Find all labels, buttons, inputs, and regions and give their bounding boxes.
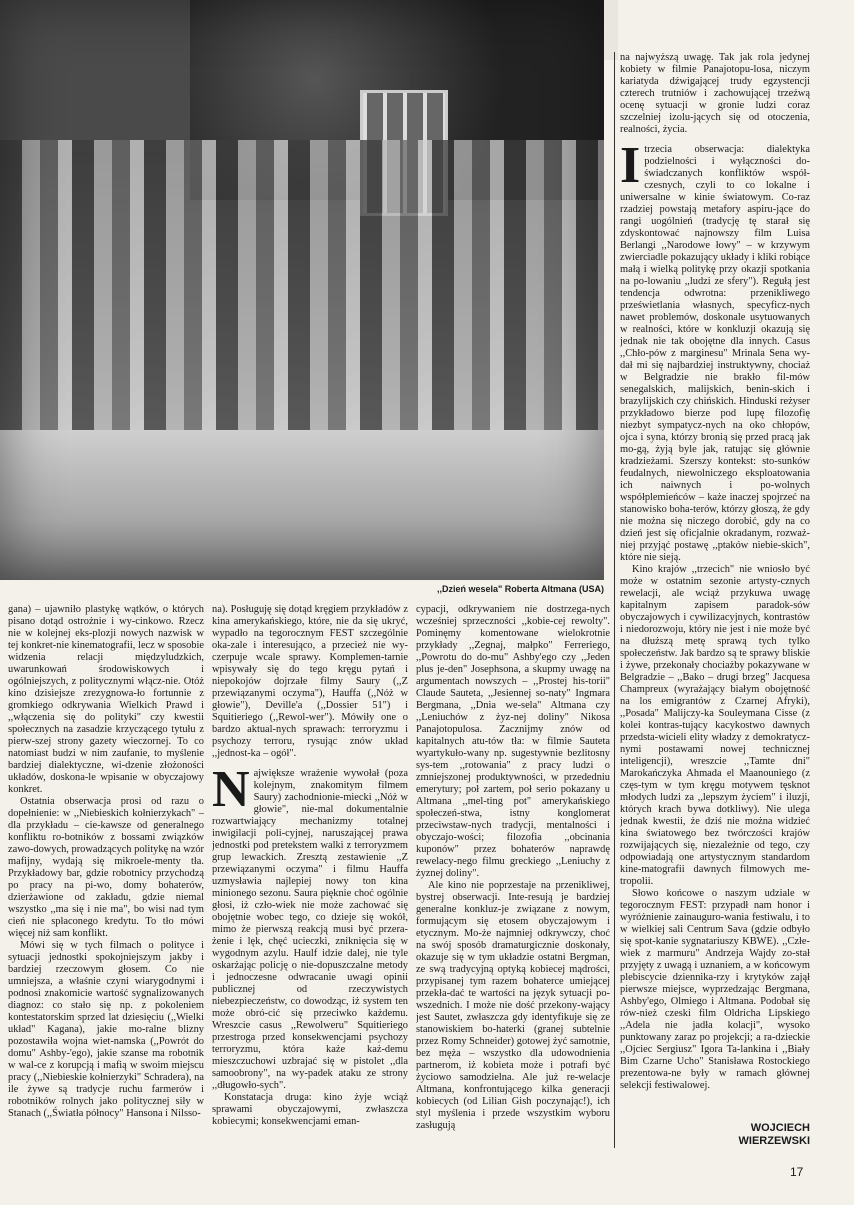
article-column-2 bbox=[212, 604, 408, 1196]
article-column-3 bbox=[416, 604, 610, 1196]
photo-vignette bbox=[0, 0, 604, 580]
page-number: 17 bbox=[790, 1165, 804, 1179]
author-signature bbox=[620, 1122, 810, 1148]
paragraph: Mówi się w tych filmach o polityce i sytuacji jednostki spokojniejszym jakby i bardziej rzeczowym głosem. Co nie umniejsza, a właśnie czyni wiarygodnymi i podnosi znakomicie wartość sygnalizowanych diagnoz: co stało się np. z pokoleniem kontestatorskim sprzed lat dziesięciu (,,Wielki układ" Kagana), jakie mo-ralne blizny pozostawiła wojna wiet-namska (,,Powrót do domu" Ashby-'ego), jakie szanse ma robotnik w wal-ce z korupcją i mafią w swoim miejscu pracy (,,Niebieskie kołnierzyki" Schradera), na ile żywe są tradycje ruchu farmerów i robotników rolnych jako politycznej siły w Stanach (,,Światła północy" Hansona i Nilsso- bbox=[8, 940, 204, 1119]
paragraph: gana) – ujawniło plastykę wątków, o których pisano dotąd ostrożnie i wy-cinkowo. Rzecz nie w kolejnej eks-plozji nowych nazwisk w tej konkret-nie kinematografii, lecz w sposobie widzenia relacji międzyludzkich, uwarunkowań środowiskowych i ogólniejszych, z politycznymi włącz-nie. Otóż kino dzisiejsze zrezygnowa-ło fortunnie z gromkiego odkrywania Wielkich Prawd i ,,włączenia się do polityki" czy kwestii społecznych na zasadzie krzyczącego tytułu z pierw-szej strony gazety wieczornej. To co natomiast budzi w nim zaufanie, to myślenie bardziej dialektyczne, wi-dzenie złożoności układów, doskona-le wpisanie w obyczajowy konkret. bbox=[8, 604, 204, 795]
paragraph-text: trzecia obserwacja: dialektyka podzielności i wyłączności do-świadczanych konfliktów współ-czesnych, czyli to co lokalne i uniwersalne w kinie światowym. Co-raz rzadziej powstają metafory aspiru-jące do rangi uogólnień (tradycję tę starał się zdyskontować najnowszy film Luisa Berlangi ,,Narodowe łowy" – w krzywym zwierciadle pokazujący układy i kliki robiące małą i wielką politykę przy okazji spotkania na po-lowaniu ,,ludzi ze sfery"). Regułą jest tendencja odwrotna: przenikliwego prześwietlania własnych, specyficz-nych nawet problemów, doskonale usytuowanych w realności, które w konkluzji okazują się jednak nie tak obojętne dla innych. Casus ,,Chło-pów z marginesu" Mrinala Sena wy-dał mi się najbardziej instruktywny, chociaż w Belgradzie nie brakło fil-mów senegalskich, malijskich, benin-skich i brazylijskich czy chińskich. Hinduski reżyser przykładowo bierze pod lupę filozofię niezbyt sympatycz-nych na oko chłopów, ojca i syna, którzy bronią się przed pracą jak mo-gą, żyją byle jak, ratując się głównie kradzieżami. Szerszy kontekst: sto-sunków feudalnych, niewolniczego eksploatowania ich naiwnych i po-wolnych współplemieńców – każe inaczej spojrzeć na stanowisko boha-terów, którzy głoszą, że gdy nie można się niczego dorobić, gdy na co dzień jest się oficjalnie okradanym, rozważ-niej przyjąć postawę ,,ptaków niebie-skich", które nie sieją. bbox=[620, 144, 810, 563]
article-column-1 bbox=[8, 604, 204, 1196]
paragraph: na najwyższą uwagę. Tak jak rola jedynej kobiety w filmie Panajotopu-losa, niczym kariatyda dźwigającej trudy egzystencji czterech trutniów i zachowującej trzeźwą ocenę sytuacji w gronie ludzi coraz szczelniej izolu-jących się od otoczenia, realności, życia. bbox=[620, 52, 810, 135]
author-first-name: WOJCIECH bbox=[750, 1122, 810, 1134]
paragraph: Kino krajów ,,trzecich" nie wniosło być może w ostatnim sezonie artysty-cznych rewelacji, ale wciąż przykuwa uwagę kapitalnym zapisem paradok-sów obyczajowych i cywilizacyjnych, kontrastów i niedorozwoju, który nie jest i nie może być na dłuższą metę sprawą tych tylko społeczeństw. Jak bardzo są te sprawy bliskie i żywe, przekonały chociażby pokazywane w Belgradzie – ,,Bako – drugi brzeg" Jacquesa Champreux (wyrażający białym obojętność na los emigrantów z Czarnej Afryki), ,,Posada" Malijczy-ka Souleymana Cisse (z kolei kontras-tujący kacykostwo dawnych przedsta-wicieli elity władzy z demokratycz-nymi postawami nowej technicznej inteligencji), wreszcie ,,Tamte dni" Marokańczyka Ahmada el Maanouniego (z częs-tym w tym kręgu motywem tęsknot młodych ludzi za ,,lepszym życiem" i iluzji, których krach bywa dotkliwy). Nie ulega jednak kwestii, że dziś nie można widzieć kina światowego bez twórczości krajów rozwijających się, niezależnie od tego, czy odpowiadają one artystycznym standardom kine-matografii dawnych filmowych me-tropolii. bbox=[620, 564, 810, 887]
dropcap: N bbox=[212, 761, 250, 818]
author-last-name: WIERZEWSKI bbox=[738, 1135, 810, 1147]
paragraph: Ale kino nie poprzestaje na przenikliwej, bystrej obserwacji. Inte-resują je bardziej generalne konkluz-je związane z nowym, formującym się etosem obyczajowym i etycznym. Mo-że najmniej odkrywczy, choć na swój sposób dramaturgicznie doskonały, okazuje się w tym układzie ostatni Bergman, ze swą tradycyjną optyką kobiecej mądrości, przypisanej tym razem bohaterce umiejącej przekła-dać te wartości na język sytuacji po-wszednich. I może nie dość przekony-wający jest Sautet, zwłaszcza gdy identyfikuje się ze stanowiskiem bo-haterki (granej subtelnie przez Romy Schneider) gotowej żyć samotnie, bez męża – wszystko dla udowodnienia partnerom, iż kobieta może i potrafi być życiowo samodzielna. Ale już re-welacje Altmana, konfrontującego kilka generacji kobiecych (od Lilian Gish poczynając!), ich styl myślenia i przede wszystkim wyboru zasługują bbox=[416, 880, 610, 1131]
column-rule bbox=[614, 52, 615, 1148]
paragraph: cypacji, odkrywaniem nie dostrzega-nych wcześniej sprzeczności ,,kobie-cej rewolty". Pominęmy komentowane wielokrotnie przykłady ,,Zegnaj, małpko" Ferreriego, ,,Powrotu do do-mu" Ashby'ego czy ,,Jeden plus je-den" Josephsona, a skupmy uwagę na argumentach nowszych – ,,Prostej his-torii" Claude Sauteta, ,,Jesiennej so-naty" Ingmara Bergmana, ,,Dnia we-sela" Altmana czy ,,Leniuchów z żyz-nej doliny" Nikosa Panajotopulosa. Zacznijmy znów od kapitalnych atu-tów tła: w filmie Sauteta wyartykuło-wany np. sugestywnie bezlitosny sys-tem ,,rotowania" z pracy ludzi o zmniejszonej produktywności, w przededniu emerytury; poł zartem, poł serio pokazany u Altmana ,,mel-ting pot" amerykańskiego społeczeń-stwa, istny konglomerat przeciwstaw-nych tradycji, mentalności i obyczajo-wości; filozofia ,,obcinania kuponów" przez bohaterów naprawdę rewelacy-nego filmu greckiego ,,Leniuchy z żyznej doliny". bbox=[416, 604, 610, 879]
paragraph: Ostatnia obserwacja prosi od razu o dopełnienie: w ,,Niebieskich kołnierzykach" – dla przykładu – cie-kawsze od generalnego konfliktu ro-botników z bossami związków zawo-dowych, prowadzących politykę na wzór mafijny, wydają się mikroele-menty tła. Przykładowy bar, gdzie robotnicy przychodzą po pracy na pi-wo, domy bohaterów, dzierżawione od zakładu, gdzie niemal wszystko ,,ma się i nie ma", bo wisi nad tym cień nie spłaconego kredytu. To tło mówi więcej niż sam konflikt. bbox=[8, 796, 204, 939]
article-column-4 bbox=[620, 52, 810, 1122]
wedding-photo bbox=[0, 0, 604, 580]
paragraph bbox=[212, 761, 408, 1092]
paragraph: Słowo końcowe o naszym udziale w tegorocznym FEST: przypadł nam honor i wyróżnienie zainauguro-wania festiwalu, i to w wielkiej sali Centrum Sava (gdzie odbyło się spot-kanie sygnatariuszy KBWE). ,,Człe-wiek z marmuru" Andrzeja Wajdy zo-stał przyjęty z uwagą i uznaniem, a w końcowym plebiscycie dziennika-rzy i krytyków zajął pierwsze miejsce, wyprzedzając Bergmana, Ashby'ego, Olmiego i Altmana. Podobał się rów-nież czeski film Oldricha Lipskiego ,,Adela nie jadła kolacji", wysoko punktowany zaraz po projekcji; a ra-dzieckie ,,Ojciec Sergiusz" Igora Ta-lankina i ,,Biały Bim Czarne Ucho" Stanisława Rostockiego prezentowa-ne były w ramach głównej selekcji festiwalowej. bbox=[620, 888, 810, 1091]
paragraph bbox=[620, 137, 810, 564]
paragraph: Konstatacja druga: kino żyje wciąż sprawami obyczajowymi, zwłaszcza kobiecymi; konsekwencjami eman- bbox=[212, 1092, 408, 1127]
photo-caption: ,,Dzień wesela" Roberta Altmana (USA) bbox=[437, 584, 604, 594]
dropcap: I bbox=[620, 137, 641, 194]
paragraph-text: ajwiększe wrażenie wywołał (poza kolejnym, znakomitym filmem Saury) zachodnionie-miecki ,,Nóż w głowie", nie-mal dokumentalnie rozwartwiający mechanizmy totalnej inwigilacji poli-cyjnej, naruszającej prawa jednostki pod pretekstem walki z terroryzmem grup lewackich. Zresztą zestawienie ,,Z przewiązanymi oczyma" i filmu Hauffa uzmysławia najlepiej nowy ton kina minionego sezonu. Saura pięknie choć ogólnie głosi, iż czło-wiek nie może zachować się obojętnie wobec tego, co dzieje się wokół, mimo że pierwszą reakcją musi być przera-żenie i lęk, chęć ucieczki, zniknięcia się w wygodnym azylu. Haulf idzie dalej, nie tyle oskarżając policję o nie-dopuszczalne metody i jednoczesne odwracanie uwagi opinii publicznej od rzeczywistych niebezpieczeństw, co dowodząc, iż system ten może obró-cić się przeciwko każdemu. Wreszcie casus ,,Rewolweru" Squitieriego przestroga przed konsekwencjami psychozy terroryzmu, która każe każ-demu mieszczuchowi uzbrajać się w pistolet ,,dla samoobrony", na wy-padek ataku ze strony ,,długowło-sych". bbox=[212, 768, 408, 1091]
paragraph: na). Posługuję się dotąd kręgiem przykładów z kina amerykańskiego, które, nie da się ukryć, wypadło na tegorocznym FEST szczególnie oka-zale i interesująco, a przecież nie wy-czerpuje wcale sprawy. Komplemen-tarnie wpisywały się do tego kręgu pytań i niepokojów dojrzałe filmy Saury (,,Z przewiązanymi oczyma"), Hauffa (,,Nóż w głowie"), Deville'a (,,Dossier 51") i Squitieriego (,,Rewol-wer"). Mówiły one o bardzo aktual-nych sprawach: terroryzmu i psychozy terroru, rysując znów układ ,,jednost-ka – ogół". bbox=[212, 604, 408, 759]
page-edge bbox=[604, 0, 618, 60]
